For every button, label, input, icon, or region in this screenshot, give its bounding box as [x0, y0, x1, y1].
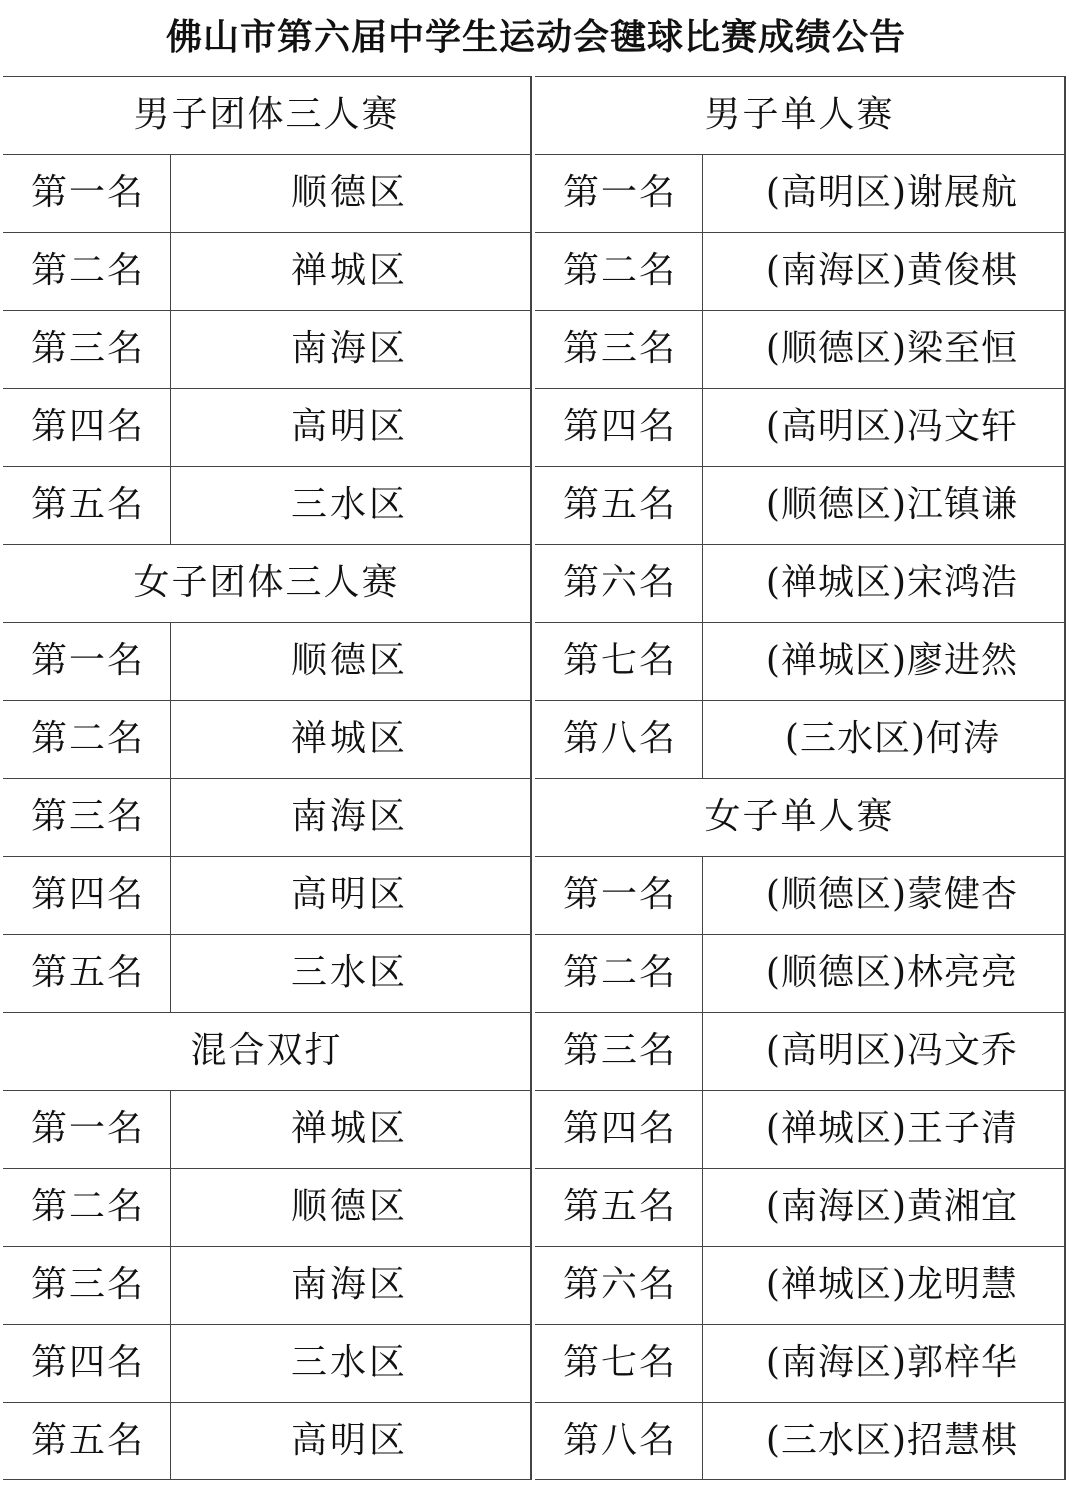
winner-value: 南海区 — [290, 328, 408, 369]
rank-label: 第五名 — [3, 467, 171, 544]
winner-value: 高明区 — [290, 406, 408, 447]
table-row — [3, 856, 530, 934]
table-row — [535, 1324, 1064, 1402]
table-row — [535, 1168, 1064, 1246]
table-row — [3, 622, 530, 700]
rank-label: 第六名 — [535, 545, 703, 622]
table-row — [535, 700, 1064, 778]
section-header-label: 混合双打 — [190, 1030, 343, 1071]
rank-label: 第三名 — [535, 1013, 703, 1090]
table-row — [535, 388, 1064, 466]
table-row — [535, 1402, 1064, 1480]
winner-value: 三水区 — [290, 1342, 408, 1383]
rank-label: 第二名 — [535, 935, 703, 1012]
rank-label: 第四名 — [3, 1325, 171, 1402]
table-row — [3, 1090, 530, 1168]
rank-label: 第一名 — [3, 1091, 171, 1168]
winner-value: (顺德区)蒙健杏 — [765, 874, 1018, 915]
winner-value: 三水区 — [290, 952, 408, 993]
rank-label: 第一名 — [535, 857, 703, 934]
table-row — [535, 466, 1064, 544]
table-row — [3, 1324, 530, 1402]
winner-value: (南海区)黄湘宜 — [765, 1186, 1018, 1227]
table-row — [535, 1012, 1064, 1090]
table-row — [3, 466, 530, 544]
section-header — [535, 76, 1064, 154]
winner-value: 禅城区 — [290, 718, 408, 759]
winner-value: 高明区 — [290, 1420, 408, 1461]
table-row — [535, 622, 1064, 700]
table-row — [535, 544, 1064, 622]
table-row — [535, 1090, 1064, 1168]
rank-label: 第三名 — [3, 779, 171, 856]
winner-value: (高明区)冯文轩 — [765, 406, 1018, 447]
table-row — [3, 1246, 530, 1324]
section-header-label: 女子单人赛 — [704, 796, 895, 837]
section-header — [535, 778, 1064, 856]
winner-value: (禅城区)龙明慧 — [765, 1264, 1018, 1305]
rank-label: 第二名 — [535, 233, 703, 310]
winner-value: 禅城区 — [290, 250, 408, 291]
table-row — [3, 700, 530, 778]
rank-label: 第六名 — [535, 1247, 703, 1324]
rank-label: 第八名 — [535, 701, 703, 778]
winner-value: 禅城区 — [290, 1108, 408, 1149]
winner-value: (南海区)郭梓华 — [765, 1342, 1018, 1383]
rank-label: 第一名 — [3, 623, 171, 700]
rank-label: 第四名 — [3, 389, 171, 466]
winner-value: (禅城区)廖进然 — [765, 640, 1018, 681]
rank-label: 第五名 — [535, 1169, 703, 1246]
table-row — [3, 310, 530, 388]
table-row — [3, 778, 530, 856]
rank-label: 第四名 — [3, 857, 171, 934]
winner-value: 顺德区 — [290, 1186, 408, 1227]
table-row — [535, 856, 1064, 934]
section-header — [3, 544, 530, 622]
table-row — [535, 310, 1064, 388]
page-title: 佛山市第六届中学生运动会毽球比赛成绩公告 — [165, 17, 906, 58]
winner-value: 顺德区 — [290, 640, 408, 681]
rank-label: 第二名 — [3, 233, 171, 310]
section-header-label: 男子单人赛 — [704, 94, 895, 135]
left-column — [3, 76, 532, 1480]
table-row — [535, 232, 1064, 310]
rank-label: 第四名 — [535, 1091, 703, 1168]
winner-value: 顺德区 — [290, 172, 408, 213]
winner-value: (顺德区)江镇谦 — [765, 484, 1018, 525]
table-row — [3, 232, 530, 310]
section-header-label: 男子团体三人赛 — [133, 94, 400, 135]
results-table — [3, 76, 1062, 1480]
rank-label: 第三名 — [535, 311, 703, 388]
rank-label: 第七名 — [535, 1325, 703, 1402]
rank-label: 第一名 — [535, 155, 703, 232]
section-header — [3, 1012, 530, 1090]
winner-value: (高明区)谢展航 — [765, 172, 1018, 213]
rank-label: 第四名 — [535, 389, 703, 466]
table-row — [535, 1246, 1064, 1324]
winner-value: 高明区 — [290, 874, 408, 915]
rank-label: 第一名 — [3, 155, 171, 232]
table-row — [3, 1168, 530, 1246]
rank-label: 第三名 — [3, 1247, 171, 1324]
table-row — [3, 388, 530, 466]
winner-value: (顺德区)梁至恒 — [765, 328, 1018, 369]
winner-value: 南海区 — [290, 1264, 408, 1305]
right-column — [535, 76, 1066, 1480]
winner-value: (顺德区)林亮亮 — [765, 952, 1018, 993]
rank-label: 第五名 — [3, 935, 171, 1012]
rank-label: 第二名 — [3, 701, 171, 778]
rank-label: 第五名 — [3, 1403, 171, 1479]
rank-label: 第五名 — [535, 467, 703, 544]
rank-label: 第七名 — [535, 623, 703, 700]
rank-label: 第二名 — [3, 1169, 171, 1246]
winner-value: (三水区)何涛 — [784, 718, 1000, 759]
table-row — [535, 934, 1064, 1012]
winner-value: (三水区)招慧棋 — [765, 1420, 1018, 1461]
rank-label: 第三名 — [3, 311, 171, 388]
section-header — [3, 76, 530, 154]
table-row — [3, 154, 530, 232]
winner-value: (禅城区)王子清 — [765, 1108, 1018, 1149]
winner-value: (禅城区)宋鸿浩 — [765, 562, 1018, 603]
section-header-label: 女子团体三人赛 — [133, 562, 400, 603]
winner-value: 三水区 — [290, 484, 408, 525]
table-row — [3, 1402, 530, 1480]
winner-value: (南海区)黄俊棋 — [765, 250, 1018, 291]
winner-value: 南海区 — [290, 796, 408, 837]
table-row — [535, 154, 1064, 232]
table-row — [3, 934, 530, 1012]
rank-label: 第八名 — [535, 1403, 703, 1479]
winner-value: (高明区)冯文乔 — [765, 1030, 1018, 1071]
